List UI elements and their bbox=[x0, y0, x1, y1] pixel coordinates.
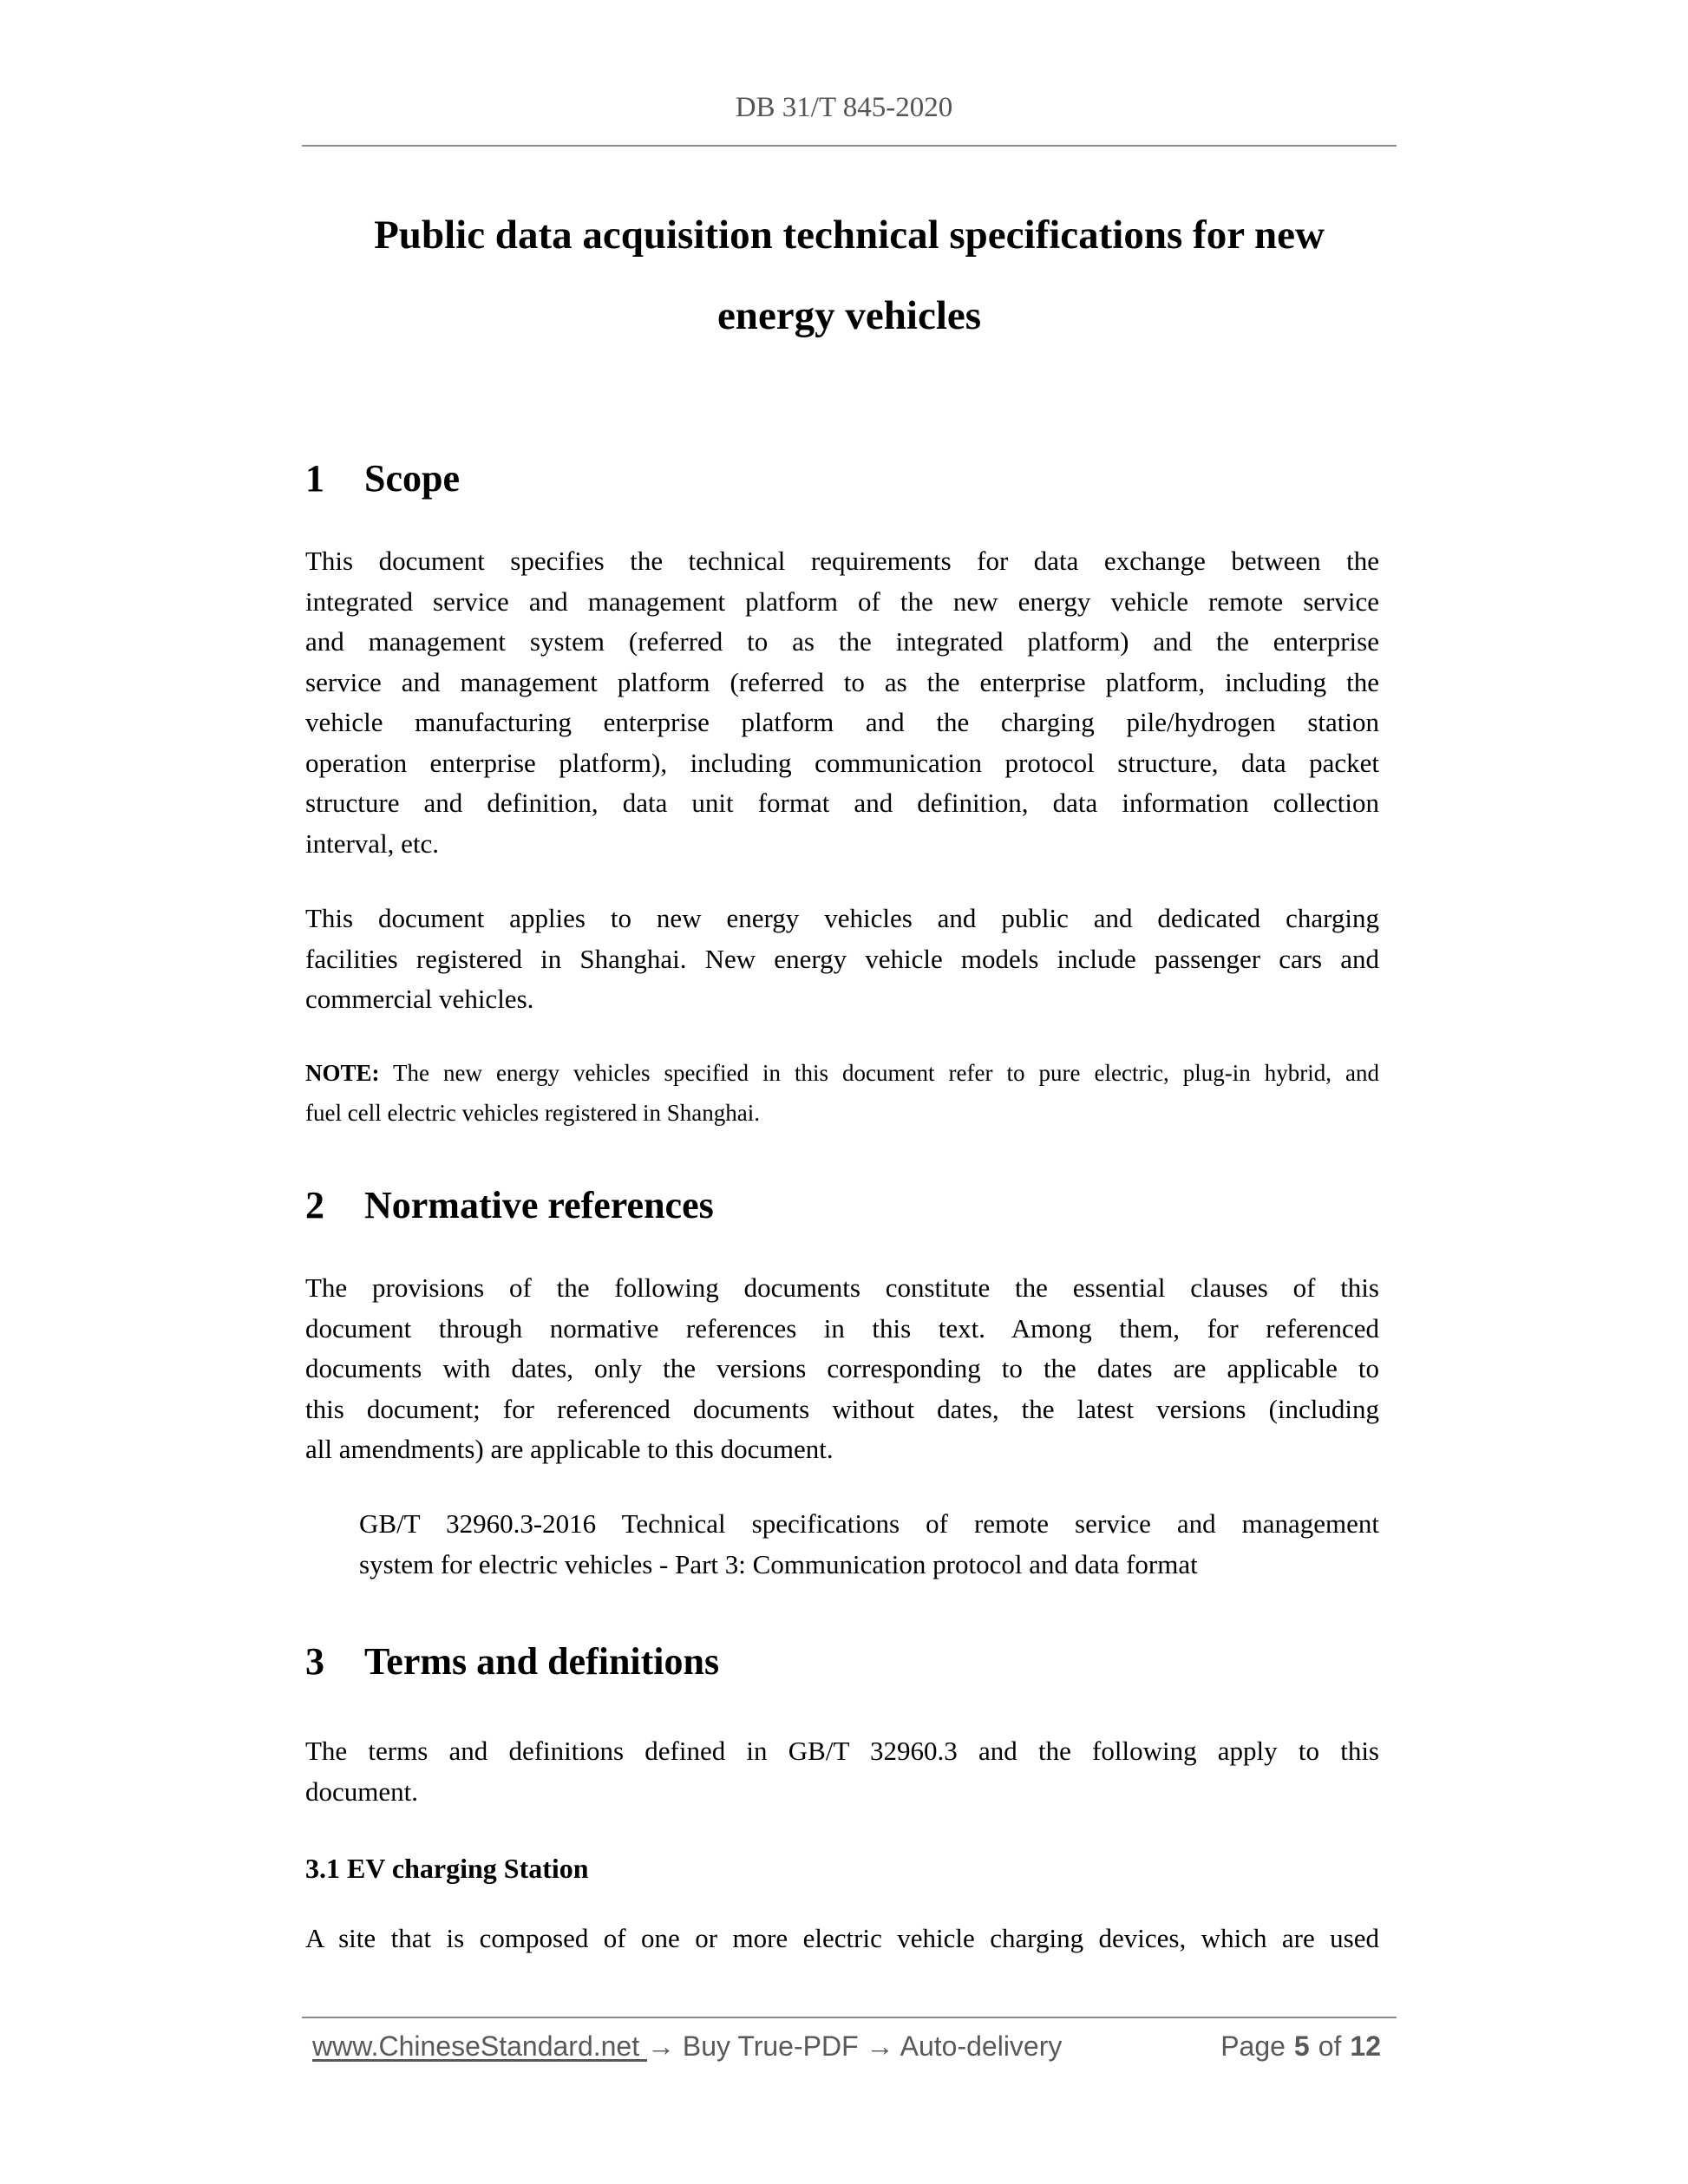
section-number: 3 bbox=[305, 1640, 324, 1683]
note-line-2: fuel cell electric vehicles registered in Shanghai. bbox=[305, 1100, 761, 1126]
text-line: GB/T 32960.3-2016 Technical specifications of remote service and management bbox=[359, 1508, 1379, 1539]
note-text: The new energy vehicles specified in this document refer to pure electric, plug-in hybrid, and bbox=[379, 1060, 1379, 1086]
text-line: operation enterprise platform), including communication protocol structure, data packet bbox=[305, 747, 1379, 778]
text-line: documents with dates, only the versions corresponding to the dates are applicable to bbox=[305, 1353, 1379, 1383]
text-line: and management system (referred to as the integrated platform) and the enterprise bbox=[305, 626, 1379, 657]
auto-delivery-text: Auto-delivery bbox=[893, 2030, 1063, 2062]
definition-paragraph bbox=[305, 1919, 1379, 1959]
page-label: Page bbox=[1220, 2030, 1286, 2062]
page-footer bbox=[312, 2027, 1381, 2065]
text-line: document through normative references in this text. Among them, for referenced bbox=[305, 1312, 1379, 1344]
text-line: structure and definition, data unit format and definition, data information collection bbox=[305, 788, 1379, 818]
scope-paragraph-2 bbox=[305, 899, 1379, 1020]
current-page: 5 bbox=[1293, 2030, 1310, 2062]
scope-paragraph-1 bbox=[305, 541, 1379, 864]
text-line: The provisions of the following documents constitute the essential clauses of this bbox=[305, 1272, 1379, 1303]
arrow-right-icon: → bbox=[647, 2030, 675, 2062]
subsection-heading-ev-charging-station: 3.1 EV charging Station bbox=[305, 1853, 589, 1884]
normative-references-paragraph bbox=[305, 1268, 1379, 1470]
footer-promo bbox=[312, 2027, 1062, 2065]
section-heading-terms-and-definitions bbox=[305, 1639, 719, 1684]
section-number: 1 bbox=[305, 457, 324, 500]
terms-paragraph bbox=[305, 1731, 1379, 1812]
section-title: Normative references bbox=[364, 1184, 714, 1226]
total-pages: 12 bbox=[1350, 2030, 1381, 2062]
normative-reference-item bbox=[359, 1504, 1379, 1585]
document-title-line-2: energy vehicles bbox=[716, 293, 982, 338]
chinesestandard-link[interactable]: www.ChineseStandard.net bbox=[312, 2030, 647, 2062]
note-line-1 bbox=[305, 1053, 1379, 1093]
running-header: DB 31/T 845-2020 bbox=[735, 92, 953, 123]
text-line: facilities registered in Shanghai. New energy vehicle models include passenger cars and bbox=[305, 943, 1379, 974]
text-line: service and management platform (referred to as the enterprise platform, including the bbox=[305, 666, 1379, 697]
section-heading-scope bbox=[305, 456, 460, 501]
section-title: Terms and definitions bbox=[364, 1640, 720, 1683]
note-label: NOTE: bbox=[305, 1060, 380, 1086]
text-line: commercial vehicles. bbox=[305, 984, 534, 1014]
scope-note bbox=[305, 1053, 1379, 1133]
text-line: document. bbox=[305, 1775, 418, 1807]
text-line: This document applies to new energy vehicles and public and dedicated charging bbox=[305, 903, 1379, 933]
text-line: this document; for referenced documents without dates, the latest versions (including bbox=[305, 1393, 1379, 1424]
text-line: A site that is composed of one or more electric vehicle charging devices, which are used bbox=[305, 1923, 1379, 1953]
header-rule bbox=[302, 145, 1397, 147]
of-label: of bbox=[1318, 2030, 1342, 2062]
buy-true-pdf-text: Buy True-PDF bbox=[675, 2030, 867, 2062]
document-title-line-1: Public data acquisition technical specifications for new bbox=[374, 213, 1325, 258]
text-line: system for electric vehicles - Part 3: Communication protocol and data format bbox=[359, 1548, 1198, 1579]
text-line: all amendments) are applicable to this document. bbox=[305, 1434, 834, 1464]
text-line: The terms and definitions defined in GB/T 32960.3 and the following apply to this bbox=[305, 1736, 1379, 1766]
text-line: This document specifies the technical requirements for data exchange between the bbox=[305, 546, 1379, 576]
section-heading-normative-references bbox=[305, 1183, 714, 1228]
section-number: 2 bbox=[305, 1184, 324, 1226]
page-number bbox=[1220, 2027, 1381, 2065]
text-line: vehicle manufacturing enterprise platform and the charging pile/hydrogen station bbox=[305, 707, 1379, 737]
footer-rule bbox=[302, 2017, 1397, 2018]
text-line: integrated service and management platform of the new energy vehicle remote service bbox=[305, 585, 1379, 617]
text-line: interval, etc. bbox=[305, 827, 440, 859]
arrow-right-icon: → bbox=[866, 2030, 894, 2062]
section-title: Scope bbox=[364, 457, 460, 500]
